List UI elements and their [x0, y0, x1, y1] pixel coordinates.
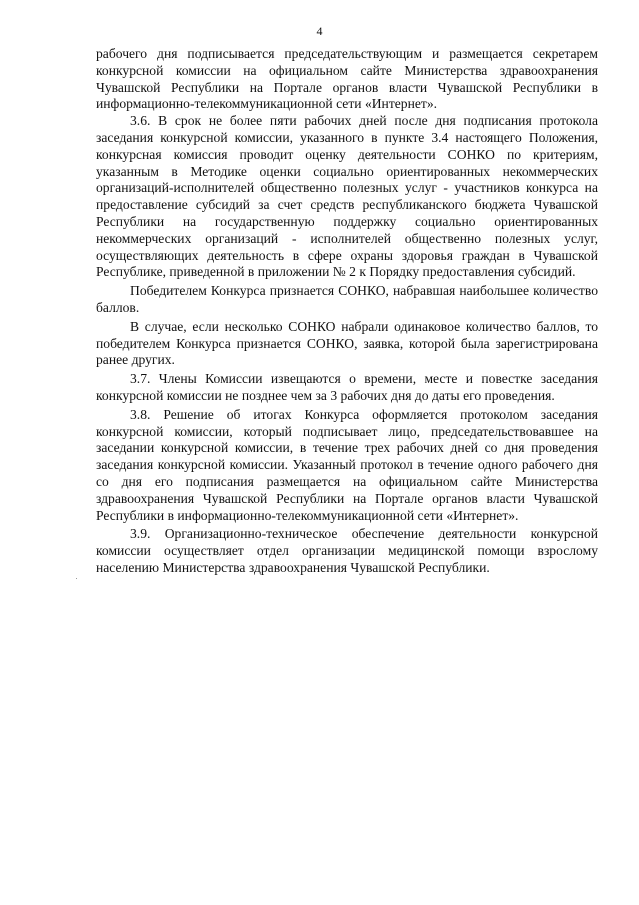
- page-number: 4: [316, 24, 323, 38]
- paragraph-3-9: 3.9. Организационно-техническое обеспечение деятельности конкурсной комиссии осуществляет отдел организации медицинской помощи взрослому населению Министерства здравоохранения Чувашской Республики.: [96, 526, 598, 575]
- paragraph-3-8: 3.8. Решение об итогах Конкурса оформляется протоколом заседания конкурсной комиссии, который подписывает лицо, председательствовавшее на заседании конкурсной комиссии, в течение трех рабочих дней со дня проведения заседания конкурсной комиссии. Указанный протокол в течение одного рабочего дня со дня его подписания размещается на официальном сайте Министерства здравоохранения Чувашской Республики на Портале органов власти Чувашской Республики в информационно-телекоммуникационной сети «Интернет».: [96, 406, 598, 523]
- paragraph-3-6: 3.6. В срок не более пяти рабочих дней после дня подписания протокола заседания конкурсной комиссии, указанного в пункте 3.4 настоящего Положения, конкурсная комиссия проводит оценку деятельности СОНКО по критериям, указанным в Методике оценки социально ориентированных некоммерческих организаций-исполнителей общественно полезных услуг - участников конкурса на предоставление субсидий за счет средств республиканского бюджета Чувашской Республики на государственную поддержку социально ориентированных некоммерческих организаций - исполнителей общественно полезных услуг, осуществляющих деятельность в сфере охраны здоровья граждан в Чувашской Республике, приведенной в приложении № 2 к Порядку предоставления субсидий.: [96, 113, 598, 280]
- paragraph-3-7: 3.7. Члены Комиссии извещаются о времени, месте и повестке заседания конкурсной комиссии не позднее чем за 3 рабочих дня до даты его проведения.: [96, 371, 598, 403]
- paragraph-continuation: рабочего дня подписывается председательствующим и размещается секретарем конкурсной комиссии на официальном сайте Министерства здравоохранения Чувашской Республики на Портале органов власти Чувашской Республики в информационно-телекоммуникационной сети «Интернет».: [96, 46, 598, 112]
- paragraph-tie-case: В случае, если несколько СОНКО набрали одинаковое количество баллов, то победителем Конкурса признается СОНКО, заявка, которой была зарегистрирована ранее других.: [96, 318, 598, 368]
- scan-artifact: [76, 578, 77, 579]
- document-body: [96, 46, 598, 577]
- paragraph-winner: Победителем Конкурса признается СОНКО, набравшая наибольшее количество баллов.: [96, 283, 598, 315]
